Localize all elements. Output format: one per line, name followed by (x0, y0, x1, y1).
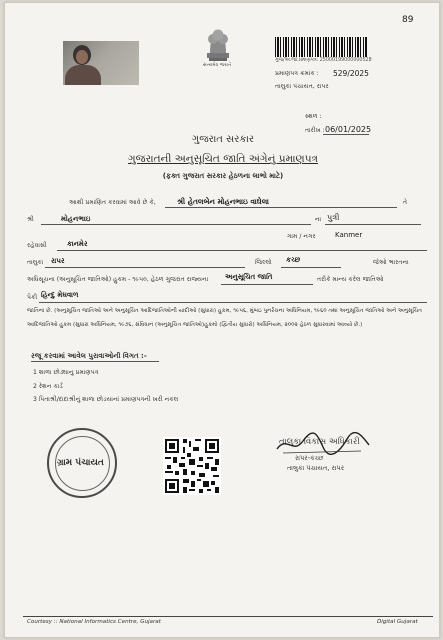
legal-paragraph: જાતિના છે. (અનુસૂચિત જાતિઓ અને અનુસૂચિત આદિજાતિઓની યાદીઓ (સુધારા) હુકમ, ૧૯૫૬, મુંબઇ પુનર્રચના અધિનિયમ, ૧૯૬૦ તથા અનુસૂચિત જાતિઓ અને અનુસૂચિત આદિજાતિઓ હુકમ (સુધારા અધિનિયમ, ૧૯૭૬, સંવિધાન (અનુસૂચિત જાતિઓ)હુકમો (દ્વિતીય સુધારો) અધિનિયમ, ૨૦૦૨ હેઠળ સુધારવામાં આવ્યો છે.) (27, 308, 422, 328)
emblem-caption: સત્યમેવ જયતે (203, 63, 232, 68)
village-label: ગામ / નગર (287, 233, 316, 240)
certificate-page (4, 2, 440, 638)
barcode-number: ગુજ/અ.જા.પ્રમાણપત્ર: 25000199000000528 (275, 58, 372, 63)
officer-designation: તાલુકા પંચાયત, રાપર (287, 464, 345, 472)
relation-label: ના (315, 216, 322, 223)
date-value: 06/01/2025 (325, 125, 372, 134)
father-name: મોહનભાઇ (61, 214, 91, 223)
relation-value: પુત્રી (327, 213, 340, 222)
seal-text: ગ્રામ પંચાયત (57, 458, 104, 468)
resident-label: રહેવાસી (27, 242, 47, 249)
page-serial-number: 89 (402, 15, 414, 25)
caste-value: અનુસૂચિત જાતિ (225, 273, 273, 281)
district-value: કચ્છ (286, 256, 301, 264)
official-seal (47, 428, 117, 498)
footer-digital-gujarat: Digital Gujarat (377, 619, 418, 625)
applicant-suffix: તે (403, 199, 408, 206)
office-label: તાલુકા પંચાયત, રાપર (275, 83, 329, 90)
caste-suffix: તરીકે માન્ય કરેલ જાતિઓ (317, 276, 384, 283)
certificate-barcode (275, 37, 367, 57)
officer-place: રાપર-કચ્છ (295, 454, 324, 462)
government-title: ગુજરાત સરકાર (191, 134, 255, 145)
intro-text: આથી પ્રમાણિત કરવામાં આવે છે કે, (69, 199, 156, 206)
footer-divider (23, 616, 433, 617)
certificate-no-value: 529/2025 (333, 69, 369, 78)
document-item: 1 શાળા છોડ્યાનુ પ્રમાણપત્ર (33, 369, 99, 376)
subcaste-prefix: પૈકી (27, 294, 38, 301)
certificate-title: ગુજરાતની અનુસૂચિત જાતિ અંગેનું પ્રમાણપત્ર (128, 153, 318, 165)
place-label: સ્થળ : (305, 113, 322, 120)
subcaste-value: હિન્દુ મેઘવાળ (41, 291, 79, 299)
document-item: 3 પિતાશ્રી/દાદાશ્રીનું શાળા છોડયાનાં પ્રમાણપત્રની ખરી નકલ (33, 396, 179, 403)
officer-stamp-title: તાલુકા વિકાસ અધિકારી (279, 437, 360, 447)
documents-heading: રજૂ કરવામાં આવેલ પુરાવાઓની વિગત :- (31, 352, 147, 360)
applicant-name: શ્રી હેતલબેન મોહનભાઇ વાઘેલા (177, 197, 269, 206)
prefix-shri: શ્રી (27, 216, 34, 223)
taluka-label: તાલુકા (27, 259, 44, 266)
footer-courtesy: Courtesy :: National Informatics Centre, Gujarat (27, 619, 161, 625)
certificate-no-label: પ્રમાણપત્ર ક્રમાંક : (275, 70, 319, 77)
notification-text: અધિસૂચના (અનુસૂચિત જાતિઓ) હુકમ - ૧૯૫૦, હેઠળ ગુજરાત રાજ્યના (27, 276, 209, 283)
applicant-photo (63, 41, 139, 85)
resident-value: કાનમેર (67, 240, 88, 248)
district-label: જિલ્લો (255, 259, 272, 266)
qr-code (163, 437, 221, 495)
country-label: જેઓ ભારતના (373, 259, 409, 266)
date-label: તારીખ : (305, 127, 325, 134)
village-value: Kanmer (335, 231, 363, 239)
document-item: 2 રેશન કાર્ડ (33, 383, 63, 390)
certificate-subtitle: (ફક્ત ગુજરાત સરકાર હેઠળના લાભો માટે) (162, 172, 284, 180)
taluka-value: રાપર (51, 257, 65, 265)
